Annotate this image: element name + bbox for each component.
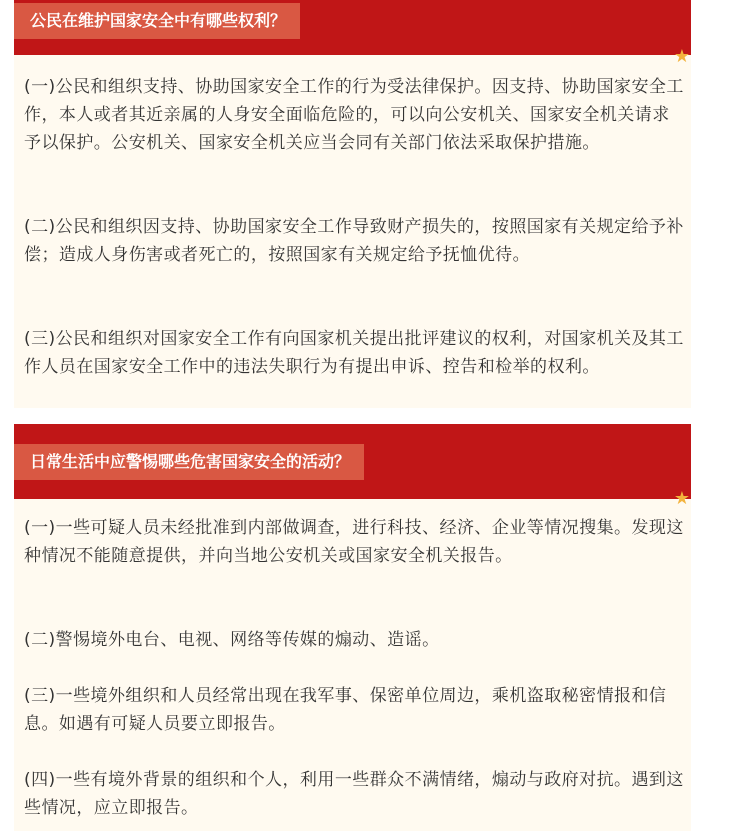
section-title: 日常生活中应警惕哪些危害国家安全的活动？	[14, 444, 364, 480]
star-icon: ★	[673, 46, 691, 67]
paragraph: (三)公民和组织对国家安全工作有向国家机关提出批评建议的权利，对国家机关及其工作人员在国家安全工作中的违法失职行为有提出申诉、控告和检举的权利。	[24, 329, 684, 377]
paragraph: (三)一些境外组织和人员经常出现在我军事、保密单位周边，乘机盗取秘密情报和信息。如遇有可疑人员要立即报告。	[24, 686, 667, 734]
paragraph: (一)一些可疑人员未经批准到内部做调查，进行科技、经济、企业等情况搜集。发现这种情况不能随意提供，并向当地公安机关或国家安全机关报告。	[24, 518, 684, 566]
paragraph: (四)一些有境外背景的组织和个人，利用一些群众不满情绪，煽动与政府对抗。遇到这些情况，应立即报告。	[24, 770, 684, 818]
paragraph: (一)公民和组织支持、协助国家安全工作的行为受法律保护。因支持、协助国家安全工作，本人或者其近亲属的人身安全面临危险的，可以向公安机关、国家安全机关请求予以保护。公安机关、国家安全机关应当会同有关部门依法采取保护措施。	[24, 77, 684, 153]
star-icon: ★	[673, 488, 691, 509]
section-title: 公民在维护国家安全中有哪些权利？	[14, 3, 300, 39]
section-card-rights	[14, 0, 691, 408]
paragraph: (二)警惕境外电台、电视、网络等传媒的煽动、造谣。	[24, 630, 440, 650]
section-card-activities	[14, 424, 691, 831]
paragraph: (二)公民和组织因支持、协助国家安全工作导致财产损失的，按照国家有关规定给予补偿；造成人身伤害或者死亡的，按照国家有关规定给予抚恤优待。	[24, 217, 684, 265]
